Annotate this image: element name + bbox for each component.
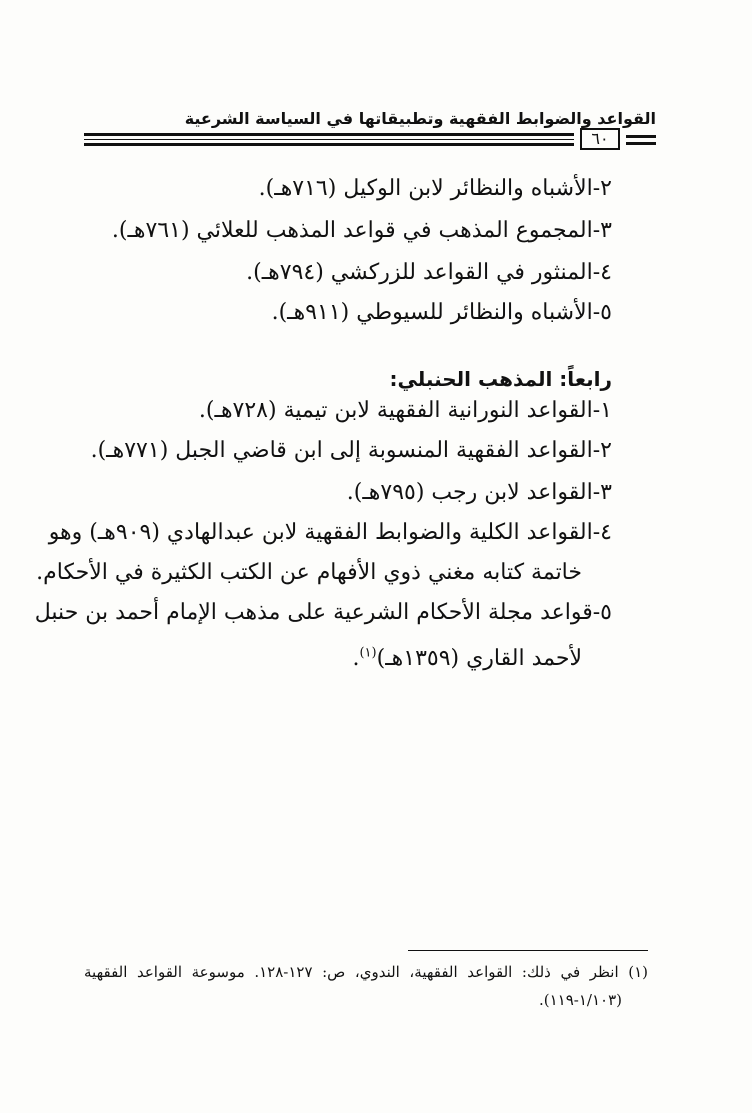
header-dash [626,135,656,138]
list-item: ٥-الأشباه والنظائر للسيوطي (٩١١هـ). [271,300,612,325]
list-item: ١-القواعد النورانية الفقهية لابن تيمية (٧٢٨هـ). [198,398,612,423]
list-item: ٢-الأشباه والنظائر لابن الوكيل (٧١٦هـ). [258,176,612,201]
footnote-rule [408,950,648,951]
list-item: ٤-المنثور في القواعد للزركشي (٧٩٤هـ). [246,260,612,285]
list-item: ٣-القواعد لابن رجب (٧٩٥هـ). [346,480,612,505]
list-item: ٢-القواعد الفقهية المنسوبة إلى ابن قاضي الجبل (٧٧١هـ). [90,438,612,463]
footnote-text: (١) انظر في ذلك: القواعد الفقهية، الندوي، ص: ١٢٧-١٢٨. موسوعة القواعد الفقهية [84,963,648,981]
list-item-text: لأحمد القاري (١٣٥٩هـ) [376,646,582,671]
footnote-text: (١/١٠٣-١١٩). [538,991,622,1009]
header-rule [84,139,574,140]
list-item-continuation: لأحمد القاري (١٣٥٩هـ)$^{(١)}$. [352,645,582,671]
list-item: ٤-القواعد الكلية والضوابط الفقهية لابن عبدالهادي (٩٠٩هـ) وهو [48,520,612,545]
list-item-continuation: خاتمة كتابه مغني ذوي الأفهام عن الكتب الكثيرة في الأحكام. [36,560,582,585]
header-rule [84,133,574,136]
footnote-ref: (١) [359,645,377,661]
header-dash [626,142,656,145]
list-item: ٥-قواعد مجلة الأحكام الشرعية على مذهب الإمام أحمد بن حنبل [34,600,612,625]
list-item: ٣-المجموع المذهب في قواعد المذهب للعلائي (٧٦١هـ). [111,218,612,243]
header-rule [84,143,574,146]
section-title: رابعاً: المذهب الحنبلي: [389,367,612,391]
running-header: القواعد والضوابط الفقهية وتطبيقاتها في السياسة الشرعية [184,109,656,128]
page-number: ٦٠ [580,128,620,150]
